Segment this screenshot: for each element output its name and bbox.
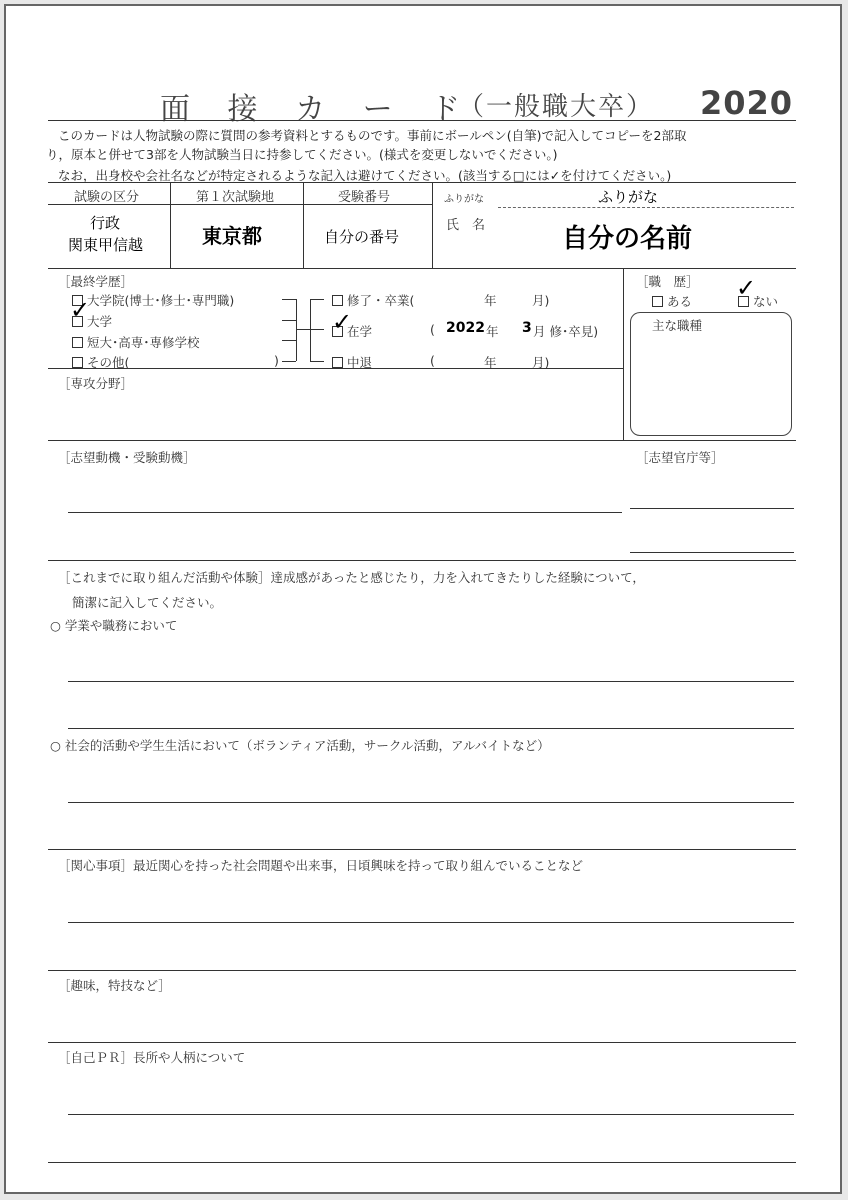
exam-site-value[interactable]: 東京都: [202, 224, 262, 248]
motivation-label: ［志望動機・受験動機］: [58, 450, 196, 465]
card-year: 2020: [700, 84, 794, 122]
checkbox[interactable]: [72, 337, 83, 348]
instruction-line-3: なお，出身校や会社名などが特定されるような記入は避けてください。(該当する□には✓を付けてください。): [58, 168, 672, 183]
enrolled-paren-open: (: [430, 322, 435, 337]
activities-label: ［これまでに取り組んだ活動や体験］達成感があったと感じたり，力を入れてきたりした経験について，: [58, 570, 645, 585]
card-title: 面 接 カ ー ド: [160, 92, 475, 127]
interview-card-page: [4, 4, 842, 1194]
education-label: ［最終学歴］: [58, 274, 134, 289]
withdrawn-paren-open: (: [430, 353, 435, 368]
exam-site-label: 第１次試験地: [196, 190, 275, 205]
enrolled-year-value[interactable]: 2022: [446, 320, 485, 336]
education-option-grad-school[interactable]: 大学院(博士･修士･専門職): [72, 291, 234, 309]
checkbox[interactable]: [652, 296, 663, 307]
status-graduated[interactable]: 修了・卒業(: [332, 291, 414, 309]
card-subtitle: （一般職大卒）: [458, 92, 655, 122]
graduated-month-label: 月): [532, 293, 550, 308]
self-pr-label: ［自己ＰＲ］長所や人柄について: [58, 1050, 246, 1065]
name-value[interactable]: 自分の名前: [562, 224, 693, 254]
enrolled-month-value[interactable]: 3: [522, 320, 532, 336]
checkbox[interactable]: [72, 357, 83, 368]
enrolled-suffix: 月 修･卒見): [533, 324, 599, 339]
enrolled-checkmark: ✓: [332, 308, 353, 336]
activities-item-social: ○ 社会的活動や学生生活において（ボランティア活動，サークル活動，アルバイトなど）: [50, 738, 550, 753]
instruction-line-1: このカードは人物試験の際に質問の参考資料とするものです。事前にボールペン(自筆)で記入してコピーを2部取: [58, 128, 687, 143]
withdrawn-month-label: 月): [532, 355, 550, 370]
work-history-no[interactable]: ない: [738, 292, 778, 310]
work-history-no-checkmark: ✓: [736, 274, 757, 302]
exam-category-value-2[interactable]: 関東甲信越: [68, 236, 144, 254]
education-option-junior-college[interactable]: 短大･高専･専修学校: [72, 333, 200, 351]
work-history-label: ［職 歴］: [636, 274, 699, 289]
status-enrolled[interactable]: 在学: [332, 322, 372, 340]
university-checkmark: ✓: [70, 296, 91, 324]
exam-category-value-1[interactable]: 行政: [90, 214, 121, 232]
hobbies-label: ［趣味，特技など］: [58, 978, 171, 993]
education-other-close: ): [274, 353, 279, 368]
exam-number-label: 受験番号: [338, 190, 391, 205]
instruction-line-2: り，原本と併せて3部を人物試験当日に持参してください。(様式を変更しないでください。): [46, 147, 558, 162]
checkbox[interactable]: [332, 295, 343, 306]
exam-number-value[interactable]: 自分の番号: [324, 228, 400, 246]
main-jobs-label: 主な職種: [652, 318, 703, 333]
withdrawn-year-label: 年: [484, 355, 497, 370]
desired-agency-label: ［志望官庁等］: [636, 450, 724, 465]
checkbox[interactable]: [332, 357, 343, 368]
work-history-yes[interactable]: ある: [652, 292, 692, 310]
activities-label-2: 簡潔に記入してください。: [72, 595, 223, 610]
education-option-other[interactable]: その他(: [72, 353, 129, 371]
education-option-university[interactable]: 大学: [72, 312, 112, 330]
exam-category-label: 試験の区分: [74, 190, 140, 205]
name-label: 氏 名: [446, 218, 486, 233]
status-withdrawn[interactable]: 中退: [332, 353, 372, 371]
enrolled-year-label: 年: [486, 324, 499, 339]
furigana-label: ふりがな: [444, 194, 484, 205]
graduated-year-label: 年: [484, 293, 497, 308]
major-label: ［専攻分野］: [58, 376, 134, 391]
activities-item-academic: ○ 学業や職務において: [50, 618, 178, 633]
interests-label: ［関心事項］最近関心を持った社会問題や出来事，日頃興味を持って取り組んでいることなど: [58, 858, 584, 873]
furigana-value[interactable]: ふりがな: [598, 188, 659, 206]
